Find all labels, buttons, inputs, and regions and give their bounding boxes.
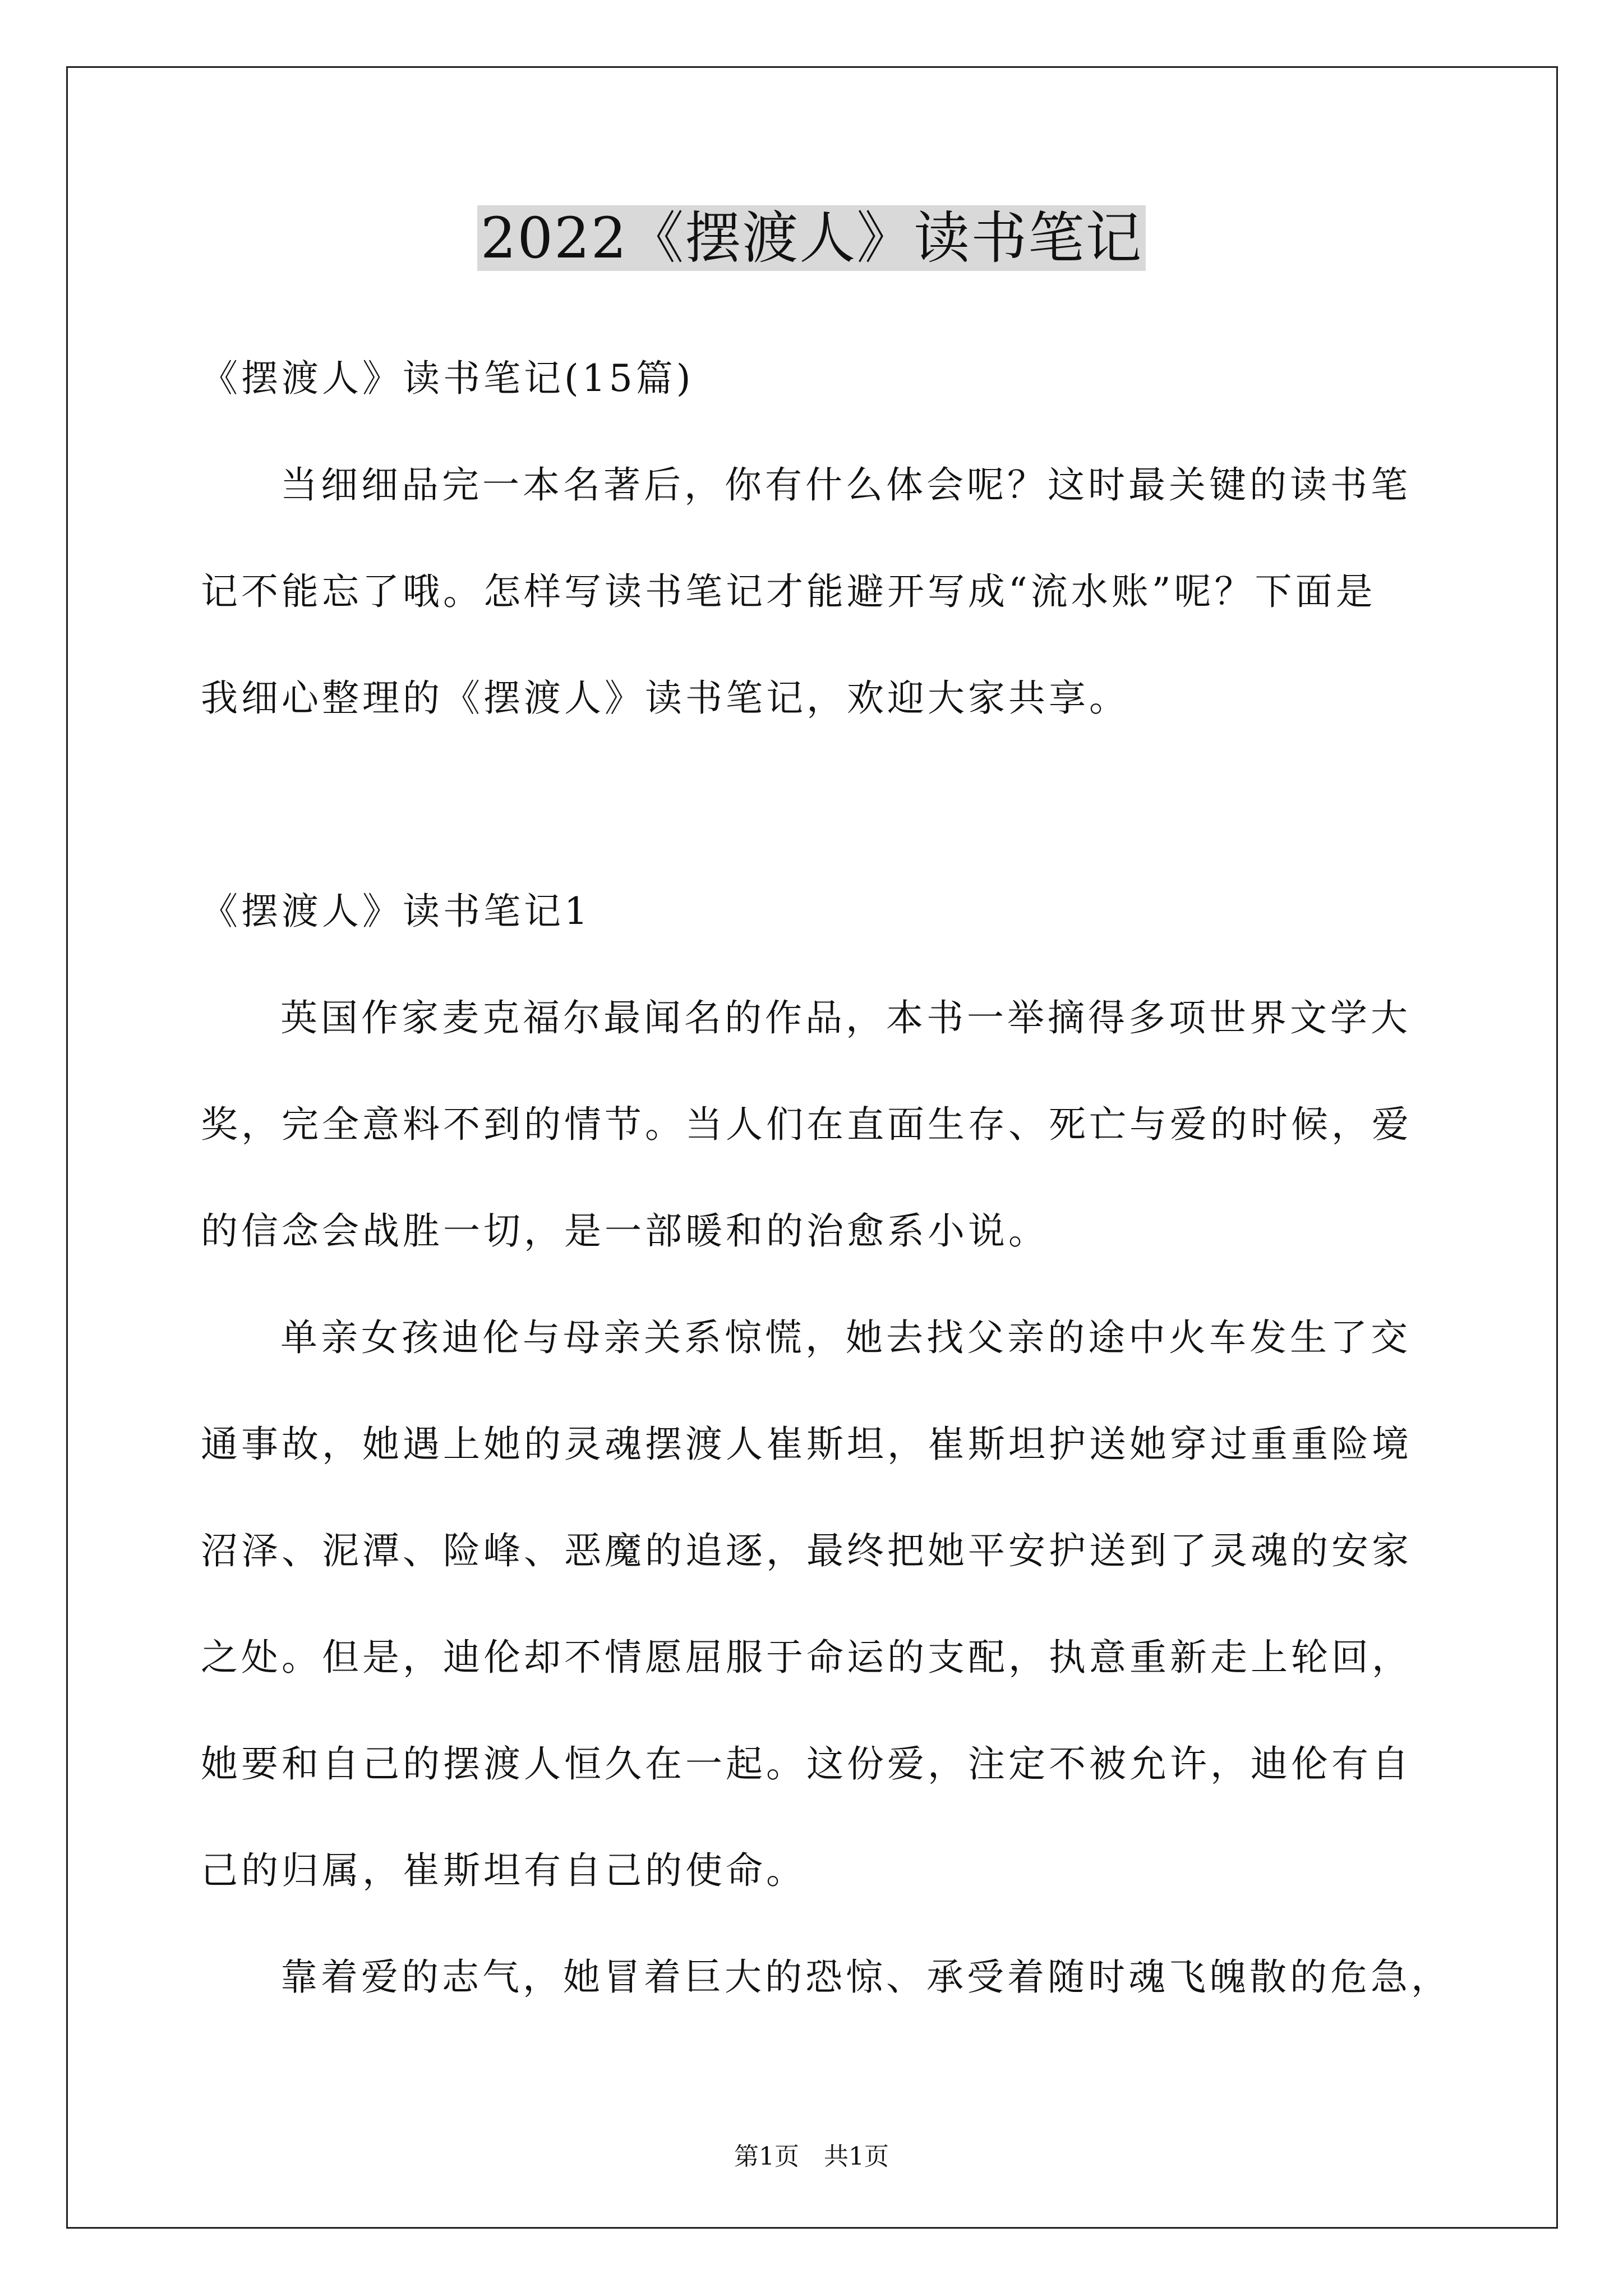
body-line-7: 之处。但是，迪伦却不情愿屈服于命运的支配，执意重新走上轮回， bbox=[201, 1636, 1412, 1679]
body-line-5: 通事故，她遇上她的灵魂摆渡人崔斯坦，崔斯坦护送她穿过重重险境 bbox=[201, 1423, 1412, 1466]
intro-line-1: 当细细品完一本名著后，你有什么体会呢？这时最关键的读书笔 bbox=[280, 463, 1411, 507]
page-footer: 第1页 共1页 bbox=[734, 2142, 889, 2171]
body-line-3: 的信念会战胜一切，是一部暖和的治愈系小说。 bbox=[201, 1209, 1049, 1253]
body-line-1: 英国作家麦克福尔最闻名的作品，本书一举摘得多项世界文学大 bbox=[280, 996, 1411, 1039]
body-line-6: 沼泽、泥潭、险峰、恶魔的追逐，最终把她平安护送到了灵魂的安家 bbox=[201, 1529, 1412, 1572]
body-line-4: 单亲女孩迪伦与母亲关系惊慌，她去找父亲的途中火车发生了交 bbox=[280, 1316, 1411, 1359]
intro-line-2: 记不能忘了哦。怎样写读书笔记才能避开写成“流水账”呢？下面是 bbox=[201, 570, 1376, 613]
document-title: 2022《摆渡人》读书笔记 bbox=[0, 199, 1623, 278]
intro-line-3: 我细心整理的《摆渡人》读书笔记，欢迎大家共享。 bbox=[201, 677, 1129, 720]
section-heading: 《摆渡人》读书笔记1 bbox=[201, 890, 591, 933]
body-line-2: 奖，完全意料不到的情节。当人们在直面生存、死亡与爱的时候，爱 bbox=[201, 1103, 1412, 1146]
body-line-9: 己的归属，崔斯坦有自己的使命。 bbox=[201, 1849, 806, 1892]
body-line-8: 她要和自己的摆渡人恒久在一起。这份爱，注定不被允许，迪伦有自 bbox=[201, 1742, 1412, 1786]
document-subtitle: 《摆渡人》读书笔记(15篇) bbox=[201, 357, 694, 400]
body-line-10: 靠着爱的志气，她冒着巨大的恐惊、承受着随时魂飞魄散的危急， bbox=[280, 1955, 1451, 1999]
